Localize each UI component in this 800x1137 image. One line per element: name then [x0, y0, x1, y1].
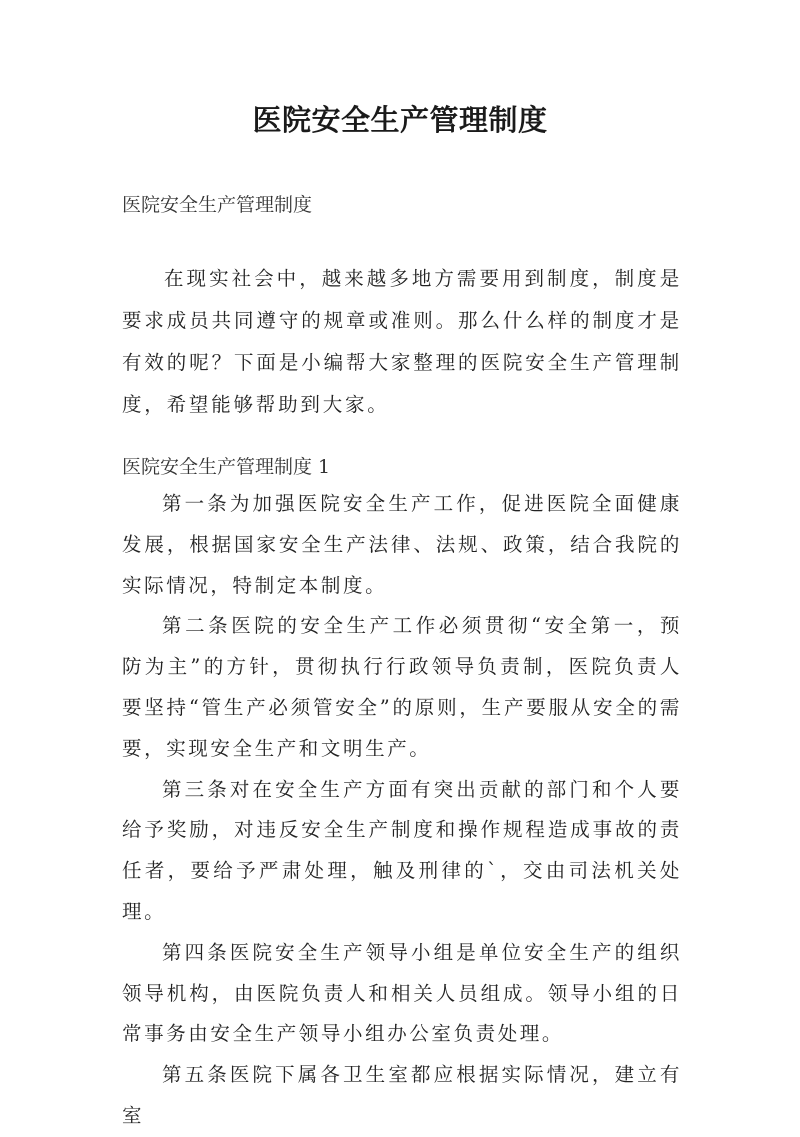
- article-5: 第五条医院下属各卫生室都应根据实际情况，建立有室: [122, 1063, 682, 1127]
- article-1: 第一条为加强医院安全生产工作，促进医院全面健康发展，根据国家安全生产法律、法规、政策，结合我院的实际情况，特制定本制度。: [122, 492, 682, 597]
- article-2: 第二条医院的安全生产工作必须贯彻“安全第一，预防为主”的方针，贯彻执行行政领导负责制，医院负责人要坚持“管生产必须管安全”的原则，生产要服从安全的需要，实现安全生产和文明生产。: [122, 614, 682, 760]
- section-heading: 医院安全生产管理制度 1: [122, 456, 331, 478]
- intro-paragraph: 在现实社会中，越来越多地方需要用到制度，制度是要求成员共同遵守的规章或准则。那么什么样的制度才是有效的呢？下面是小编帮大家整理的医院安全生产管理制度，希望能够帮助到大家。: [122, 267, 682, 416]
- document-subtitle: 医院安全生产管理制度: [122, 194, 313, 216]
- article-list: [122, 484, 682, 1137]
- document-title: 医院安全生产管理制度: [252, 103, 548, 137]
- article-3: 第三条对在安全生产方面有突出贡献的部门和个人要给予奖励，对违反安全生产制度和操作规程造成事故的责任者，要给予严肃处理，触及刑律的`，交由司法机关处理。: [122, 777, 682, 923]
- article-4: 第四条医院安全生产领导小组是单位安全生产的组织领导机构，由医院负责人和相关人员组成。领导小组的日常事务由安全生产领导小组办公室负责处理。: [122, 940, 682, 1046]
